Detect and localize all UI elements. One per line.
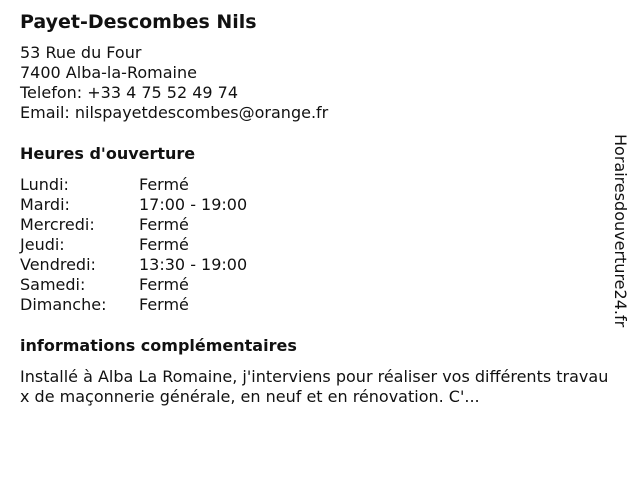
day-label: Dimanche: (20, 295, 107, 314)
hours-row (20, 255, 610, 275)
day-label: Vendredi: (20, 255, 96, 274)
hours-value: Fermé (139, 215, 189, 234)
site-watermark: Horairesdouverture24.fr (611, 134, 630, 328)
day-label: Mardi: (20, 195, 70, 214)
street-address: 53 Rue du Four (20, 43, 142, 62)
hours-value: 13:30 - 19:00 (139, 255, 248, 274)
hours-row (20, 235, 610, 255)
opening-hours-table (20, 175, 610, 315)
day-label: Jeudi: (20, 235, 65, 254)
hours-value: Fermé (139, 295, 189, 314)
day-label: Mercredi: (20, 215, 95, 234)
hours-value: Fermé (139, 175, 189, 194)
hours-value: Fermé (139, 275, 189, 294)
hours-row (20, 175, 610, 195)
hours-row (20, 275, 610, 295)
additional-info-text: Installé à Alba La Romaine, j'interviens pour réaliser vos différents travaux de maçonnerie générale, en neuf et en rénovation. C'... (20, 367, 609, 406)
email-line: Email: nilspayetdescombes@orange.fr (20, 103, 329, 122)
hours-value: 17:00 - 19:00 (139, 195, 248, 214)
additional-info-heading: informations complémentaires (20, 336, 297, 355)
hours-value: Fermé (139, 235, 189, 254)
day-label: Lundi: (20, 175, 69, 194)
opening-hours-heading: Heures d'ouverture (20, 144, 196, 163)
hours-row (20, 215, 610, 235)
day-label: Samedi: (20, 275, 86, 294)
phone-line: Telefon: +33 4 75 52 49 74 (20, 83, 239, 102)
city-line: 7400 Alba-la-Romaine (20, 63, 197, 82)
business-name: Payet-Descombes Nils (20, 11, 257, 33)
hours-row (20, 295, 610, 315)
business-card (20, 10, 610, 407)
hours-row (20, 195, 610, 215)
